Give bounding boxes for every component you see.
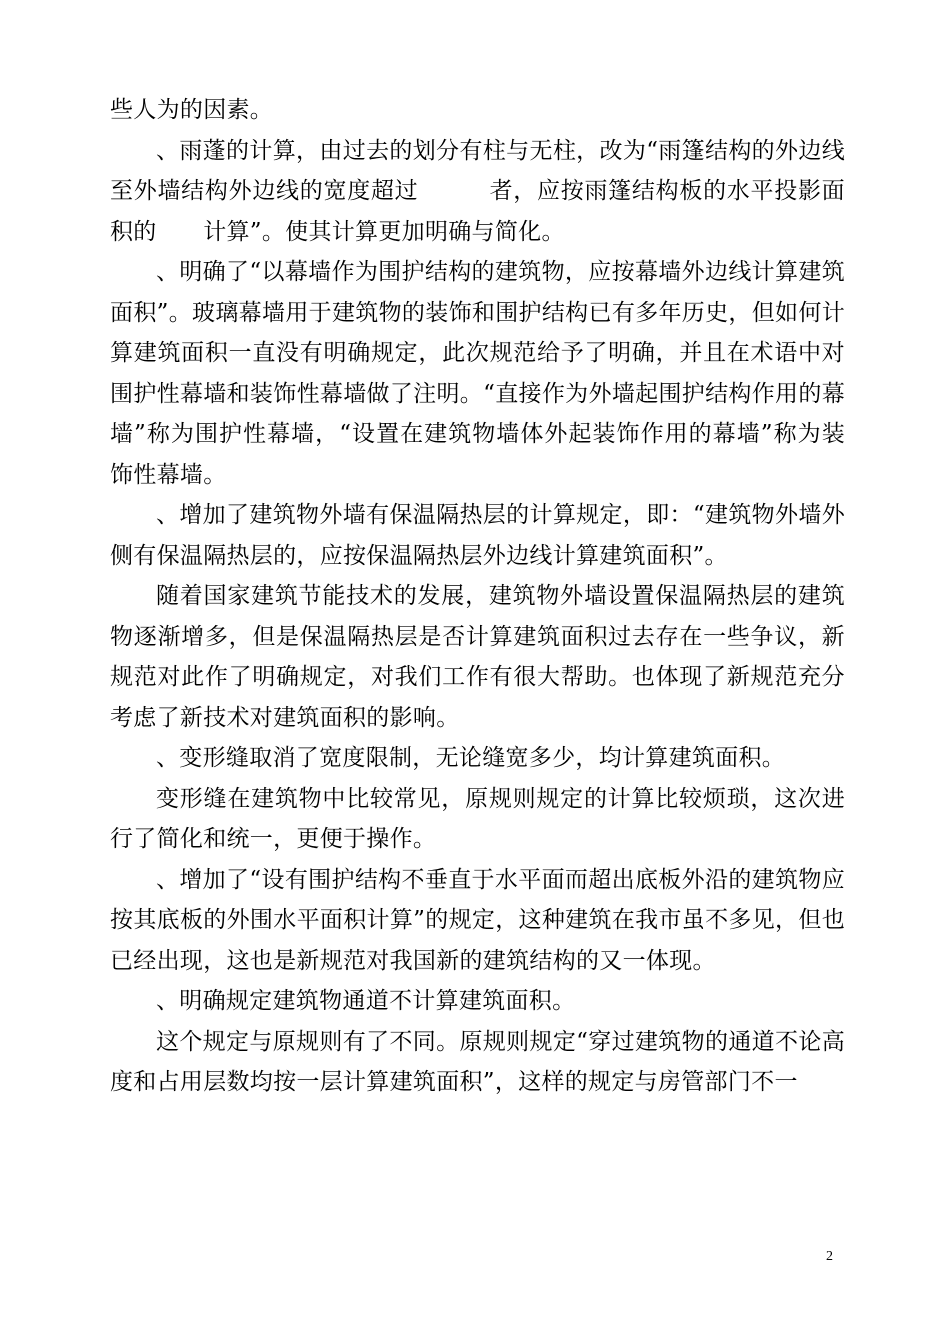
- paragraph-insulation-rule: 、增加了建筑物外墙有保温隔热层的计算规定，即：“建筑物外墙外侧有保温隔热层的，应按保温隔热层外边线计算建筑面积”。: [110, 502, 845, 569]
- document-body: [110, 90, 845, 1103]
- paragraph-passage-rule: 、明确规定建筑物通道不计算建筑面积。: [156, 988, 576, 1014]
- page-number: 2: [826, 1249, 833, 1264]
- paragraph-deformation-joint-rule: 、变形缝取消了宽度限制，无论缝宽多少，均计算建筑面积。: [156, 745, 786, 771]
- paragraph-continuation: 些人为的因素。: [110, 97, 274, 123]
- paragraph-deformation-joint-explanation: 变形缝在建筑物中比较常见，原规则规定的计算比较烦琐，这次进行了简化和统一，更便于操作。: [110, 785, 845, 852]
- paragraph-curtain-wall: 、明确了“以幕墙作为围护结构的建筑物，应按幕墙外边线计算建筑面积”。玻璃幕墙用于建筑物的装饰和围护结构已有多年历史，但如何计算建筑面积一直没有明确规定，此次规范给予了明确，并且在术语中对围护性幕墙和装饰性幕墙做了注明。“直接作为外墙起围护结构作用的幕墙”称为围护性幕墙，“设置在建筑物墙体外起装饰作用的幕墙”称为装饰性幕墙。: [110, 259, 845, 488]
- paragraph-canopy-calculation: 、雨蓬的计算，由过去的划分有柱与无柱，改为“雨篷结构的外边线至外墙结构外边线的宽度超过 者，应按雨篷结构板的水平投影面积的 计算”。使其计算更加明确与简化。: [110, 137, 845, 245]
- paragraph-inclined-enclosure: 、增加了“设有围护结构不垂直于水平面而超出底板外沿的建筑物应按其底板的外围水平面积计算”的规定，这种建筑在我市虽不多见，但也已经出现，这也是新规范对我国新的建筑结构的又一体现。: [110, 866, 845, 974]
- paragraph-insulation-explanation: 随着国家建筑节能技术的发展，建筑物外墙设置保温隔热层的建筑物逐渐增多，但是保温隔热层是否计算建筑面积过去存在一些争议，新规范对此作了明确规定，对我们工作有很大帮助。也体现了新规范充分考虑了新技术对建筑面积的影响。: [110, 583, 845, 731]
- paragraph-passage-explanation: 这个规定与原规则有了不同。原规则规定“穿过建筑物的通道不论高度和占用层数均按一层计算建筑面积”，这样的规定与房管部门不一: [110, 1028, 845, 1095]
